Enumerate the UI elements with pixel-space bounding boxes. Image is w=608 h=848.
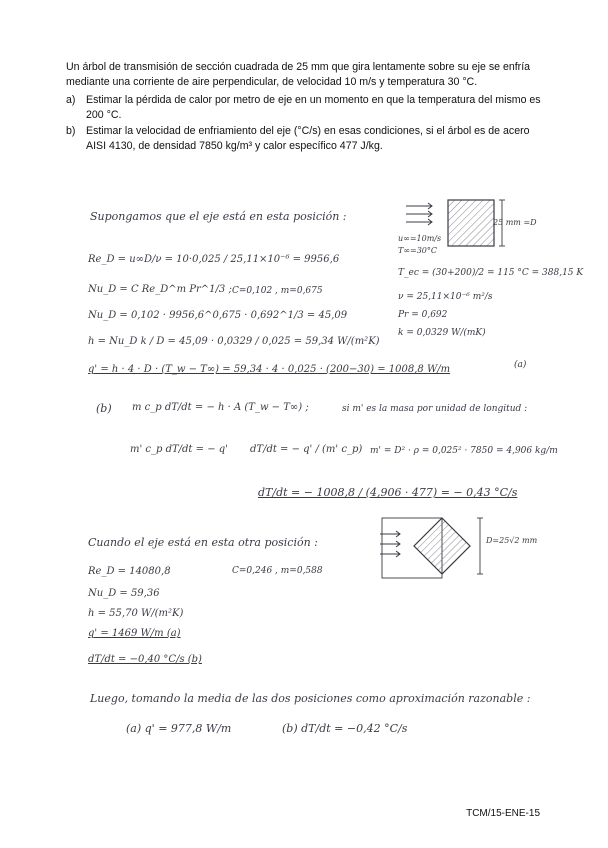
diamond-shaft-sketch	[376, 512, 526, 582]
case2-dim-label: D=25√2 mm	[486, 536, 538, 545]
cooling-rate-result: dT/dt = − 1008,8 / (4,906 · 477) = − 0,43 °C/s	[258, 486, 518, 499]
mass-per-length-note: si m' es la masa por unidad de longitud :	[342, 404, 528, 414]
case2-reynolds: Re_D = 14080,8	[88, 566, 171, 577]
correlation-constants: C=0,102 , m=0,675	[232, 286, 323, 296]
prop-conductivity: k = 0,0329 W/(mK)	[398, 328, 486, 338]
case2-nusselt: Nu_D = 59,36	[88, 588, 160, 599]
case2-constants: C=0,246 , m=0,588	[232, 566, 323, 576]
problem-items	[66, 93, 544, 154]
item-label: a)	[66, 94, 76, 106]
item-text: Estimar la velocidad de enfriamiento del eje (°C/s) en esas condiciones, si el árbol es de acero AISI 4130, de densidad 7850 kg/m³ y calor específico 477 J/kg.	[86, 125, 530, 152]
heat-loss-line: q' = h · 4 · D · (T_w − T∞) = 59,34 · 4 · 0,025 · (200−30) = 1008,8 W/m	[88, 364, 451, 375]
heat-loss-mark: (a)	[514, 360, 527, 370]
problem-item-a	[66, 93, 544, 123]
final-answer-a: (a) q' = 977,8 W/m	[126, 722, 232, 735]
nusselt-correlation: Nu_D = C Re_D^m Pr^1/3 ;	[88, 284, 232, 295]
case2-heat-loss: q' = 1469 W/m (a)	[88, 628, 181, 639]
balance-per-length: m' c_p dT/dt = − q'	[130, 444, 228, 455]
prop-viscosity: ν = 25,11×10⁻⁶ m²/s	[398, 292, 493, 302]
mass-per-length: m' = D² · ρ = 0,025² · 7850 = 4,906 kg/m	[370, 446, 558, 456]
cooling-rate-formula: dT/dt = − q' / (m' c_p)	[250, 444, 363, 455]
case1-dim-label: 25 mm =D	[493, 218, 537, 227]
problem-item-b	[66, 124, 544, 154]
conclusion-line: Luego, tomando la media de las dos posiciones como aproximación razonable :	[90, 692, 531, 705]
final-answer-b: (b) dT/dt = −0,42 °C/s	[282, 722, 408, 735]
air-temp-label: T∞=30°C	[398, 246, 438, 255]
item-text: Estimar la pérdida de calor por metro de eje en un momento en que la temperatura del mismo es 200 °C.	[86, 94, 541, 121]
problem-statement	[66, 60, 544, 155]
reynolds-line: Re_D = u∞D/ν = 10·0,025 / 25,11×10⁻⁶ = 9956,6	[88, 254, 340, 265]
case2-cooling-rate: dT/dt = −0,40 °C/s (b)	[88, 654, 202, 665]
film-temperature: T_ec = (30+200)/2 = 115 °C = 388,15 K	[398, 268, 584, 278]
case1-intro: Supongamos que el eje está en esta posición :	[90, 210, 347, 223]
h-coefficient: h = Nu_D k / D = 45,09 · 0,0329 / 0,025 = 59,34 W/(m²K)	[88, 336, 380, 347]
prop-prandtl: Pr = 0,692	[398, 310, 448, 320]
case2-intro: Cuando el eje está en esta otra posición :	[88, 536, 318, 549]
nusselt-result: Nu_D = 0,102 · 9956,6^0,675 · 0,692^1/3 = 45,09	[88, 310, 348, 321]
document-footer: TCM/15-ENE-15	[466, 808, 540, 819]
case2-h: h = 55,70 W/(m²K)	[88, 608, 184, 619]
problem-intro: Un árbol de transmisión de sección cuadrada de 25 mm que gira lentamente sobre su eje se enfría mediante una corriente de aire perpendicular, de velocidad 10 m/s y temperatura 30 °C.	[66, 61, 531, 88]
part-b-label: (b)	[96, 402, 112, 415]
flow-velocity-label: u∞=10m/s	[398, 234, 442, 243]
item-label: b)	[66, 125, 76, 137]
energy-balance: m c_p dT/dt = − h · A (T_w − T∞) ;	[132, 402, 309, 413]
